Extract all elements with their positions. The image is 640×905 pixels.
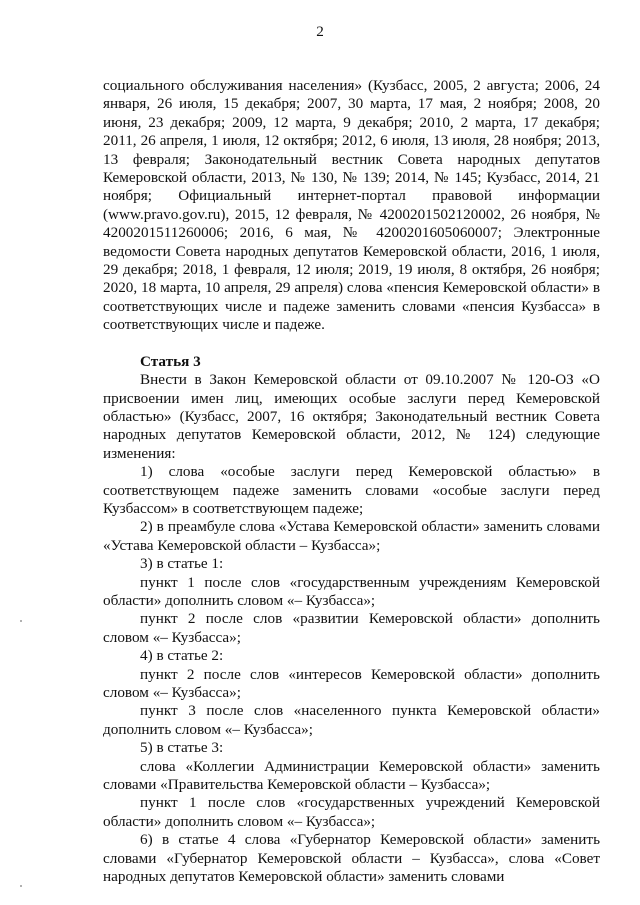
article-heading: Статья 3 [140, 352, 201, 370]
scan-speck [20, 885, 22, 887]
page-number: 2 [316, 23, 324, 40]
paragraph: 5) в статье 3: [140, 739, 224, 757]
paragraph: 6) в статье 4 слова «Губернатор Кемеровской области» заменить словами «Губернатор Кемеровской области – Кузбасса», слова «Совет народных депутатов Кемеровской области» заменить словами [103, 831, 600, 886]
scan-speck [20, 620, 22, 622]
paragraph: пункт 2 после слов «интересов Кемеровской области» дополнить словом «– Кузбасса»; [103, 665, 600, 701]
paragraph: 1) слова «особые заслуги перед Кемеровской областью» в соответствующем падеже заменить словами «особые заслуги перед Кузбассом» в соответствующем падеже; [103, 463, 600, 517]
paragraph: пункт 3 после слов «населенного пункта Кемеровской области» дополнить словом «– Кузбасса»; [103, 702, 600, 738]
paragraph: 4) в статье 2: [140, 647, 224, 665]
paragraph: Внести в Закон Кемеровской области от 09.10.2007 № 120-ОЗ «О присвоении имен лиц, имеющих особые заслуги перед Кемеровской областью» (Кузбасс, 2007, 16 октября; Законодательный вестник Совета народных депутатов Кемеровской области, 2012, № 124) следующие изменения: [103, 371, 600, 462]
paragraph: 2) в преамбуле слова «Устава Кемеровской области» заменить словами «Устава Кемеровской области – Кузбасса»; [103, 518, 600, 554]
paragraph: пункт 1 после слов «государственным учреждениям Кемеровской области» дополнить словом «– Кузбасса»; [103, 573, 600, 609]
paragraph: пункт 1 после слов «государственных учреждений Кемеровской области» дополнить словом «– Кузбасса»; [103, 794, 600, 830]
document-body [103, 77, 600, 886]
paragraph: пункт 2 после слов «развитии Кемеровской области» дополнить словом «– Кузбасса»; [103, 610, 600, 646]
paragraph: слова «Коллегии Администрации Кемеровской области» заменить словами «Правительства Кемеровской области – Кузбасса»; [103, 757, 600, 794]
lead-paragraph: социального обслуживания населения» (Кузбасс, 2005, 2 августа; 2006, 24 января, 26 июля, 15 декабря; 2007, 30 марта, 17 мая, 2 ноября; 2008, 20 июня, 23 декабря; 2009, 12 марта, 9 декабря; 2010, 2 марта, 17 декабря; 2011, 26 апреля, 1 июля, 12 октября; 2012, 6 июля, 13 июля, 28 ноября; 2013, 13 февраля; Законодательный вестник Совета народных депутатов Кемеровской области, 2013, № 130, № 139; 2014, № 145; Кузбасс, 2014, 21 ноября; Официальный интернет-портал правовой информации (www.pravo.gov.ru), 2015, 12 февраля, № 4200201502120002, 26 ноября, № 4200201511260006; 2016, 6 мая, № 4200201605060007; Электронные ведомости Совета народных депутатов Кемеровской области, 2016, 1 июля, 29 декабря; 2018, 1 февраля, 12 июля; 2019, 19 июля, 8 октября, 26 ноября; 2020, 18 марта, 10 апреля, 29 апреля) слова «пенсия Кемеровской области» в соответствующих числе и падеже заменить словами «пенсия Кузбасса» в соответствующих числе и падеже. [103, 77, 600, 334]
paragraph: 3) в статье 1: [140, 555, 224, 573]
